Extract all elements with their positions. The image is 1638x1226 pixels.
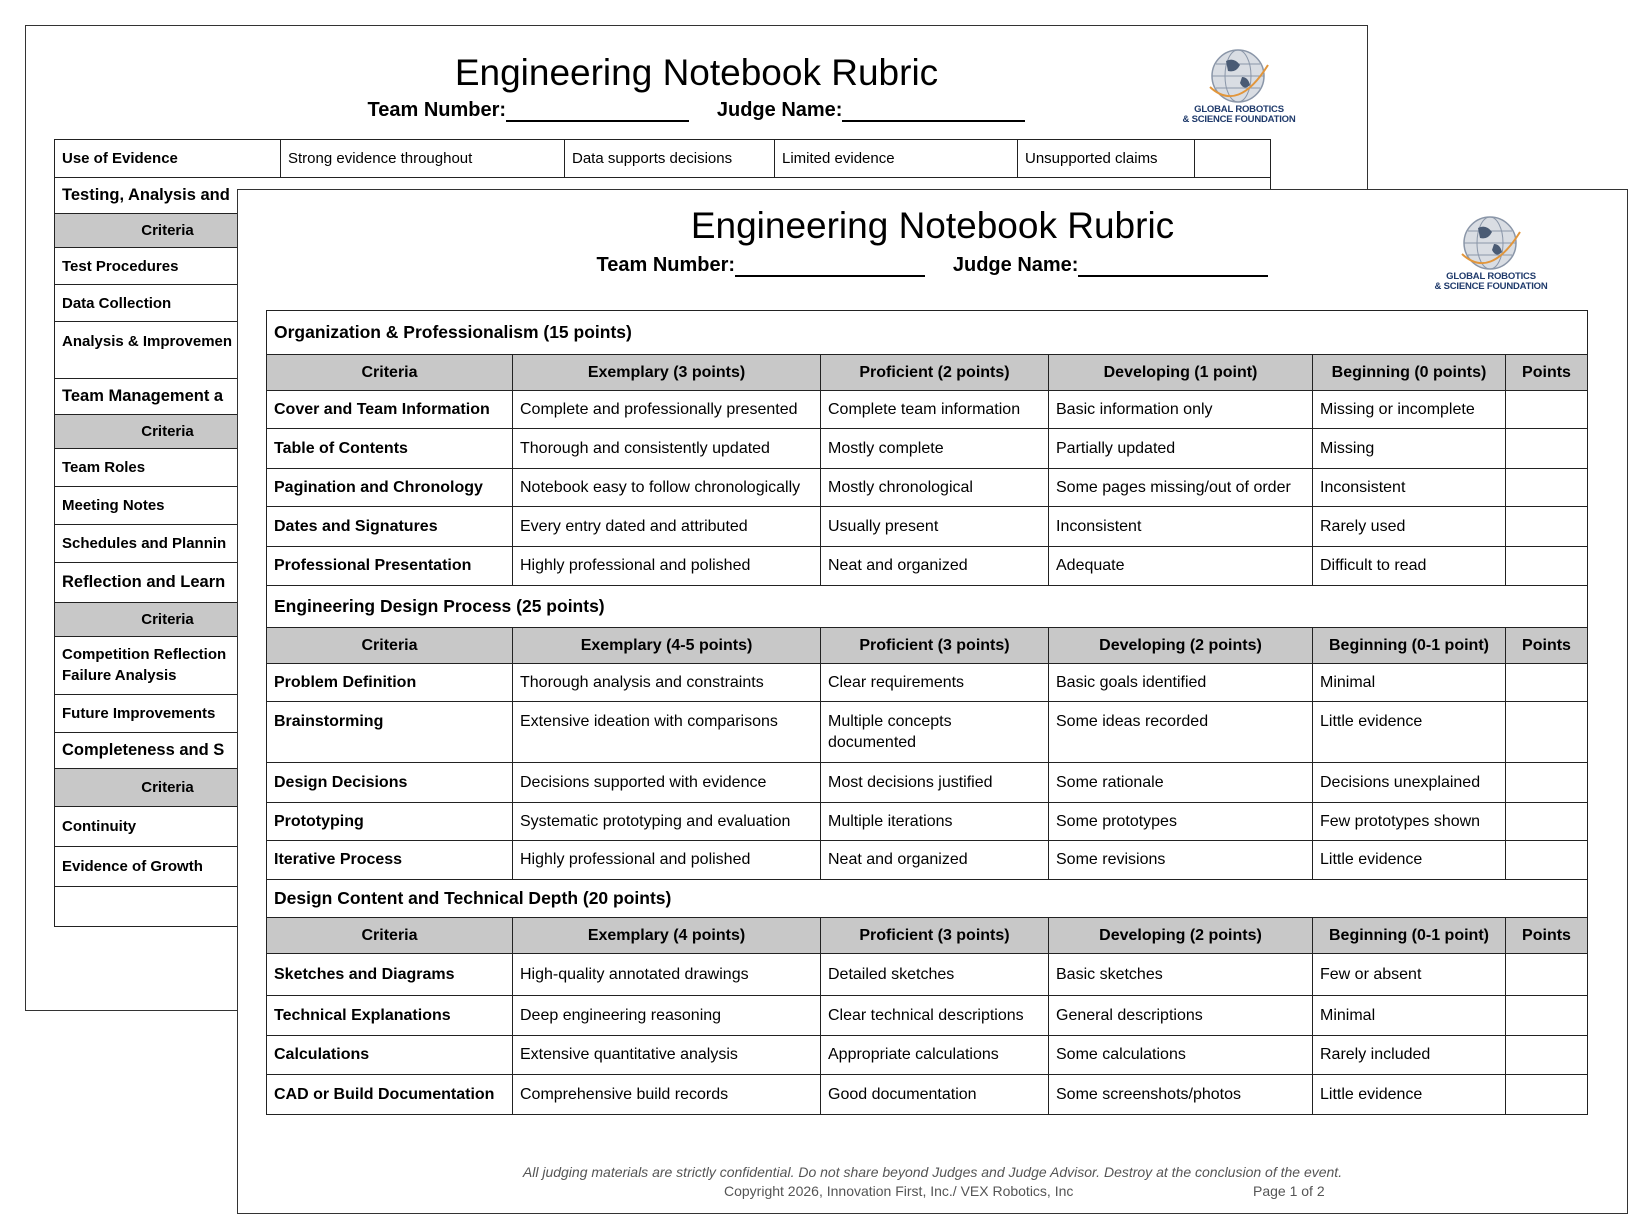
descriptor-cell: Little evidence xyxy=(1313,841,1506,880)
rubric-table xyxy=(266,310,1588,1115)
section-title-row: Team Management a xyxy=(55,379,1271,415)
table-row xyxy=(267,469,1588,507)
table-row: Competition Reflection Failure Analysis xyxy=(55,637,1271,695)
column-header: Beginning (0-1 point) xyxy=(1313,918,1506,954)
header-row xyxy=(267,628,1588,664)
table-row xyxy=(267,1075,1588,1115)
descriptor-cell: Notebook easy to follow chronologically xyxy=(513,469,821,507)
table-row xyxy=(267,664,1588,702)
descriptor-cell: Mostly complete xyxy=(821,429,1049,469)
front-page xyxy=(237,189,1628,1214)
criteria-cell: Iterative Process xyxy=(267,841,513,880)
judge-name-label: Judge Name: xyxy=(716,99,843,121)
confidentiality-note: All judging materials are strictly confidential. Do not share beyond Judges and Judge Advisor. Destroy at the conclusion of the event. xyxy=(522,1164,1343,1180)
gsf-logo: GLOBAL ROBOTICS & SCIENCE FOUNDATION xyxy=(1174,47,1304,125)
column-header: Developing (2 points) xyxy=(1049,918,1313,954)
descriptor-cell: Good documentation xyxy=(821,1075,1049,1115)
points-cell[interactable] xyxy=(1506,841,1588,880)
header-row: Criteria xyxy=(55,214,1271,248)
points-cell[interactable] xyxy=(1506,547,1588,586)
descriptor-cell: Difficult to read xyxy=(1313,547,1506,586)
column-header: Proficient (2 points) xyxy=(821,355,1049,391)
judge-name-blank[interactable] xyxy=(1078,257,1268,277)
column-header: Exemplary (4 points) xyxy=(513,918,821,954)
criteria-cell: Design Decisions xyxy=(267,763,513,803)
section-title-row xyxy=(267,880,1588,918)
descriptor-cell: Minimal xyxy=(1313,996,1506,1036)
descriptor-cell: Extensive quantitative analysis xyxy=(513,1036,821,1075)
criteria-cell: Cover and Team Information xyxy=(267,391,513,429)
judge-name-label: Judge Name: xyxy=(952,254,1079,276)
descriptor-cell: Usually present xyxy=(821,507,1049,547)
descriptor-cell: Few prototypes shown xyxy=(1313,803,1506,841)
table-row xyxy=(267,763,1588,803)
table-row xyxy=(267,429,1588,469)
column-header: Exemplary (4-5 points) xyxy=(513,628,821,664)
descriptor-cell: Partially updated xyxy=(1049,429,1313,469)
criteria-cell: Dates and Signatures xyxy=(267,507,513,547)
descriptor-cell: Deep engineering reasoning xyxy=(513,996,821,1036)
points-cell[interactable] xyxy=(1506,664,1588,702)
section-title-row: Reflection and Learn xyxy=(55,563,1271,603)
table-row: Team Roles xyxy=(55,449,1271,487)
criteria-cell: Problem Definition xyxy=(267,664,513,702)
table-row: Use of Evidence Strong evidence throughout Data supports decisions Limited evidence Unsupported claims xyxy=(55,140,1271,178)
descriptor-cell: General descriptions xyxy=(1049,996,1313,1036)
descriptor-cell: Multiple concepts documented xyxy=(821,702,1049,763)
section-title-row xyxy=(267,586,1588,628)
table-row: Analysis & Improvemen xyxy=(55,322,1271,379)
descriptor-cell: Thorough analysis and constraints xyxy=(513,664,821,702)
gsf-logo: GLOBAL ROBOTICS & SCIENCE FOUNDATION xyxy=(1426,214,1556,292)
descriptor-cell: Some rationale xyxy=(1049,763,1313,803)
column-header: Criteria xyxy=(267,628,513,664)
descriptor-cell: Some prototypes xyxy=(1049,803,1313,841)
descriptor-cell: Inconsistent xyxy=(1313,469,1506,507)
table-row xyxy=(267,507,1588,547)
descriptor-cell: Appropriate calculations xyxy=(821,1036,1049,1075)
criteria-cell: CAD or Build Documentation xyxy=(267,1075,513,1115)
descriptor-cell: Basic sketches xyxy=(1049,954,1313,996)
descriptor-cell: Clear technical descriptions xyxy=(821,996,1049,1036)
points-cell[interactable] xyxy=(1506,469,1588,507)
points-cell[interactable] xyxy=(1506,507,1588,547)
points-cell[interactable] xyxy=(1506,803,1588,841)
points-cell[interactable] xyxy=(1506,954,1588,996)
section-title-row: Testing, Analysis and xyxy=(55,178,1271,214)
page-title: Engineering Notebook Rubric xyxy=(690,205,1175,246)
globe-icon xyxy=(1204,47,1274,105)
table-row xyxy=(267,547,1588,586)
team-number-blank[interactable] xyxy=(506,102,689,122)
column-header: Exemplary (3 points) xyxy=(513,355,821,391)
team-number-label: Team Number: xyxy=(367,99,507,121)
section-title-row xyxy=(267,311,1588,355)
descriptor-cell: Neat and organized xyxy=(821,841,1049,880)
descriptor-cell: Systematic prototyping and evaluation xyxy=(513,803,821,841)
points-cell[interactable] xyxy=(1506,391,1588,429)
descriptor-cell: Few or absent xyxy=(1313,954,1506,996)
criteria-cell: Technical Explanations xyxy=(267,996,513,1036)
points-cell[interactable] xyxy=(1506,1036,1588,1075)
points-cell[interactable] xyxy=(1506,1075,1588,1115)
descriptor-cell: Highly professional and polished xyxy=(513,547,821,586)
descriptor-cell: Rarely used xyxy=(1313,507,1506,547)
descriptor-cell: Extensive ideation with comparisons xyxy=(513,702,821,763)
points-cell[interactable] xyxy=(1506,763,1588,803)
column-header: Developing (2 points) xyxy=(1049,628,1313,664)
descriptor-cell: Little evidence xyxy=(1313,1075,1506,1115)
descriptor-cell: Decisions supported with evidence xyxy=(513,763,821,803)
criteria-cell: Professional Presentation xyxy=(267,547,513,586)
column-header: Criteria xyxy=(267,355,513,391)
section-title-row: Completeness and S xyxy=(55,733,1271,769)
descriptor-cell: Clear requirements xyxy=(821,664,1049,702)
copyright: Copyright 2026, Innovation First, Inc./ VEX Robotics, Inc xyxy=(724,1183,1074,1199)
descriptor-cell: Basic information only xyxy=(1049,391,1313,429)
section-title: Organization & Professionalism (15 points) xyxy=(267,311,1588,355)
column-header: Points xyxy=(1506,355,1588,391)
criteria-cell: Pagination and Chronology xyxy=(267,469,513,507)
table-row: Continuity xyxy=(55,807,1271,847)
descriptor-cell: Decisions unexplained xyxy=(1313,763,1506,803)
column-header: Beginning (0 points) xyxy=(1313,355,1506,391)
table-row: Schedules and Plannin xyxy=(55,525,1271,563)
descriptor-cell: Inconsistent xyxy=(1049,507,1313,547)
descriptor-cell: Comprehensive build records xyxy=(513,1075,821,1115)
header-row xyxy=(267,918,1588,954)
descriptor-cell: High-quality annotated drawings xyxy=(513,954,821,996)
judge-name-blank[interactable] xyxy=(842,102,1025,122)
table-row xyxy=(267,954,1588,996)
descriptor-cell: Some screenshots/photos xyxy=(1049,1075,1313,1115)
column-header: Points xyxy=(1506,918,1588,954)
table-row xyxy=(267,391,1588,429)
section-title: Engineering Design Process (25 points) xyxy=(267,586,1588,628)
team-number-blank[interactable] xyxy=(735,257,925,277)
descriptor-cell: Missing or incomplete xyxy=(1313,391,1506,429)
descriptor-cell: Mostly chronological xyxy=(821,469,1049,507)
descriptor-cell: Neat and organized xyxy=(821,547,1049,586)
descriptor-cell: Highly professional and polished xyxy=(513,841,821,880)
column-header: Developing (1 point) xyxy=(1049,355,1313,391)
descriptor-cell: Basic goals identified xyxy=(1049,664,1313,702)
descriptor-cell: Some pages missing/out of order xyxy=(1049,469,1313,507)
descriptor-cell: Complete team information xyxy=(821,391,1049,429)
criteria-cell: Brainstorming xyxy=(267,702,513,763)
column-header: Criteria xyxy=(267,918,513,954)
section-title: Design Content and Technical Depth (20 points) xyxy=(267,880,1588,918)
table-row xyxy=(267,702,1588,763)
descriptor-cell: Adequate xyxy=(1049,547,1313,586)
descriptor-cell: Multiple iterations xyxy=(821,803,1049,841)
descriptor-cell: Detailed sketches xyxy=(821,954,1049,996)
table-row: Future Improvements xyxy=(55,695,1271,733)
descriptor-cell: Most decisions justified xyxy=(821,763,1049,803)
column-header: Points xyxy=(1506,628,1588,664)
points-cell[interactable] xyxy=(1506,429,1588,469)
header-row: Criteria xyxy=(55,603,1271,637)
front-page-meta xyxy=(238,254,1627,277)
table-row: Data Collection xyxy=(55,285,1271,322)
header-row: Criteria xyxy=(55,415,1271,449)
back-page-title: Engineering Notebook Rubric xyxy=(454,52,939,93)
column-header: Beginning (0-1 point) xyxy=(1313,628,1506,664)
descriptor-cell: Some calculations xyxy=(1049,1036,1313,1075)
criteria-cell: Table of Contents xyxy=(267,429,513,469)
descriptor-cell: Every entry dated and attributed xyxy=(513,507,821,547)
header-row: Criteria xyxy=(55,769,1271,807)
descriptor-cell: Minimal xyxy=(1313,664,1506,702)
table-row xyxy=(267,1036,1588,1075)
descriptor-cell: Complete and professionally presented xyxy=(513,391,821,429)
criteria-cell: Sketches and Diagrams xyxy=(267,954,513,996)
table-row xyxy=(267,841,1588,880)
table-row xyxy=(267,803,1588,841)
descriptor-cell: Some ideas recorded xyxy=(1049,702,1313,763)
descriptor-cell: Rarely included xyxy=(1313,1036,1506,1075)
page-number: Page 1 of 2 xyxy=(1253,1183,1325,1199)
descriptor-cell: Little evidence xyxy=(1313,702,1506,763)
header-row xyxy=(267,355,1588,391)
globe-icon xyxy=(1456,214,1526,272)
table-row: Evidence of Growth xyxy=(55,847,1271,887)
descriptor-cell: Thorough and consistently updated xyxy=(513,429,821,469)
descriptor-cell: Some revisions xyxy=(1049,841,1313,880)
back-page-meta xyxy=(26,99,1367,122)
criteria-cell: Calculations xyxy=(267,1036,513,1075)
table-row: Test Procedures xyxy=(55,248,1271,285)
points-cell[interactable] xyxy=(1506,702,1588,763)
criteria-cell: Prototyping xyxy=(267,803,513,841)
column-header: Proficient (3 points) xyxy=(821,628,1049,664)
table-row xyxy=(267,996,1588,1036)
column-header: Proficient (3 points) xyxy=(821,918,1049,954)
table-row: Meeting Notes xyxy=(55,487,1271,525)
team-number-label: Team Number: xyxy=(596,254,736,276)
points-cell[interactable] xyxy=(1506,996,1588,1036)
points-cell[interactable] xyxy=(1195,140,1271,178)
descriptor-cell: Missing xyxy=(1313,429,1506,469)
